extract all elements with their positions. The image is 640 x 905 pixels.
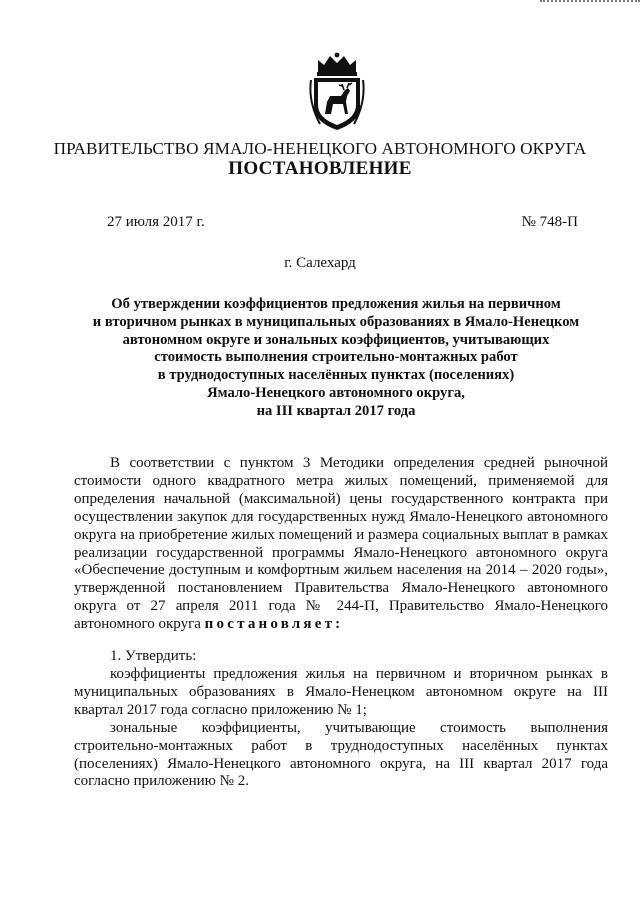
item-1: 1. Утвердить: <box>110 648 197 665</box>
title-line: на III квартал 2017 года <box>256 402 416 419</box>
document-date: 27 июля 2017 г. <box>107 214 205 230</box>
resolves-text: постановляет: <box>204 616 344 633</box>
document-body <box>74 455 608 791</box>
title-line: стоимость выполнения строительно-монтажных работ <box>154 349 518 366</box>
title-line: автономном округе и зональных коэффициентов, учитывающих <box>122 331 550 348</box>
title-line: и вторичном рынках в муниципальных образованиях в Ямало-Ненецком <box>92 313 580 330</box>
title-line: в труднодоступных населённых пунктах (поселениях) <box>157 367 515 384</box>
document-type: ПОСТАНОВЛЕНИЕ <box>228 158 412 179</box>
yamal-nenets-coat-of-arms-icon <box>308 52 366 132</box>
document-city: г. Салехард <box>284 255 356 271</box>
document-number: № 748-П <box>521 214 578 230</box>
document-title <box>70 296 602 421</box>
item-1b: зональные коэффициенты, учитывающие стоимость выполнения строительно-монтажных работ в труднодоступных населённых пунктах (поселениях) Ямало-Ненецкого автономного округа, на III квартал 2017 года согласно приложению № 2. <box>74 719 608 790</box>
preamble-text: В соответствии с пунктом 3 Методики определения средней рыночной стоимости одного квадратного метра жилых помещений, применяемой для определения начальной (максимальной) цены государственного контракта при осуществлении закупок для государственных нужд Ямало-Ненецкого автономного округа на приобретение жилых помещений и размера социальных выплат в рамках реализации государственной программы Ямало-Ненецкого автономного округа «Обеспечение доступным и комфортным жильем населения на 2014 – 2020 годы», утвержденной постановлением Правительства Ямало-Ненецкого автономного округа от 27 апреля 2011 года № 244-П, Правительство Ямало-Ненецкого автономного округа <box>74 455 608 633</box>
agency-name: ПРАВИТЕЛЬСТВО ЯМАЛО-НЕНЕЦКОГО АВТОНОМНОГО ОКРУГА <box>53 139 587 158</box>
item-1a: коэффициенты предложения жилья на первичном и вторичном рынках в муниципальных образованиях в Ямало-Ненецком автономном округе на III квартал 2017 года согласно приложению № 1; <box>74 665 608 718</box>
title-line: Об утверждении коэффициентов предложения жилья на первичном <box>111 296 561 312</box>
scan-edge-mark <box>540 0 640 4</box>
preamble-paragraph <box>74 455 608 634</box>
title-line: Ямало-Ненецкого автономного округа, <box>207 384 465 401</box>
